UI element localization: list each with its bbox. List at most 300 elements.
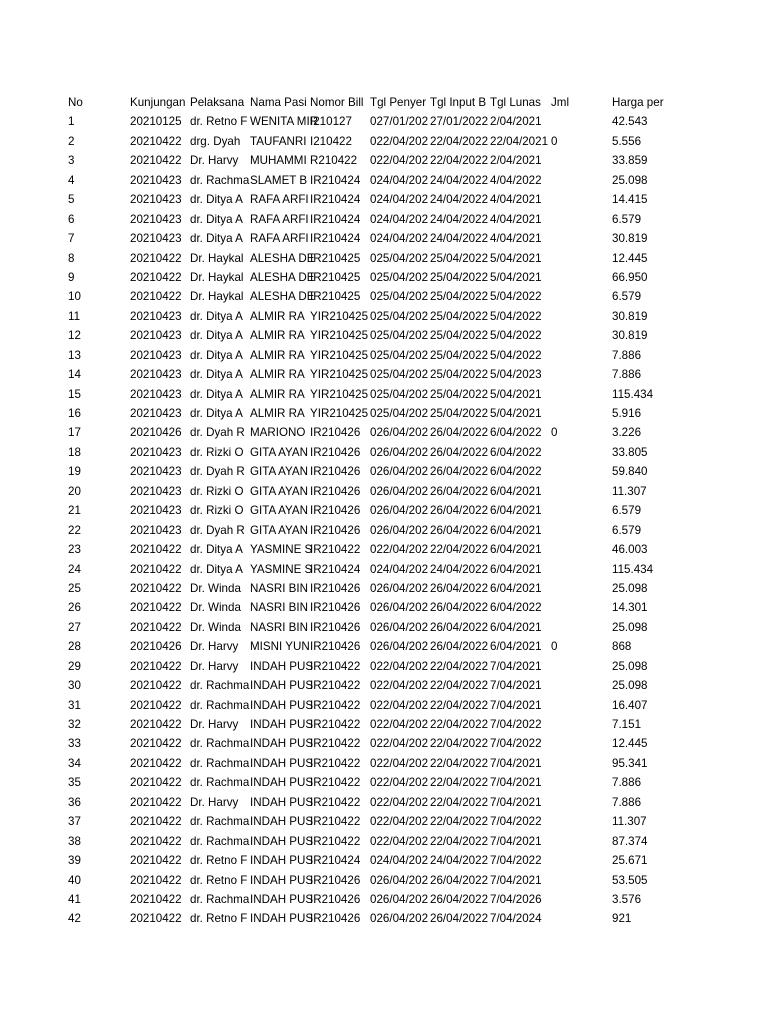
- cell-jml: 0: [551, 640, 558, 654]
- header-pelaksana: Pelaksana: [190, 96, 245, 109]
- cell-nama-pasien: RAFA ARFI: [250, 232, 309, 246]
- cell-kunjungan: 20210423: [130, 445, 182, 459]
- cell-kunjungan: 20210422: [130, 679, 182, 693]
- cell-tgl-lunas: 7/04/2022: [490, 737, 542, 751]
- cell-pelaksana: dr. Retno F: [190, 873, 248, 887]
- cell-tgl-lunas: 5/04/2022: [490, 309, 542, 323]
- cell-kunjungan: 20210422: [130, 134, 182, 148]
- table-row: [0, 190, 768, 209]
- cell-no: 21: [68, 504, 81, 518]
- cell-nomor-bill: IR210426: [310, 873, 361, 887]
- cell-kunjungan: 20210422: [130, 562, 182, 576]
- table-row: [0, 832, 768, 851]
- cell-no: 14: [68, 368, 81, 382]
- cell-nomor-bill: IR210422: [310, 795, 361, 809]
- cell-pelaksana: dr. Rachma: [190, 698, 250, 712]
- table-row: [0, 423, 768, 442]
- cell-tgl-lunas: 6/04/2021: [490, 543, 542, 557]
- cell-pelaksana: dr. Dyah R: [190, 465, 245, 479]
- cell-nomor-bill: IR210424: [310, 173, 361, 187]
- cell-harga-per: 868: [612, 640, 632, 654]
- cell-nomor-bill: IR210424: [310, 232, 361, 246]
- cell-harga-per: 5.916: [612, 407, 642, 420]
- cell-harga-per: 25.098: [612, 679, 648, 693]
- cell-tgl-lunas: 7/04/2021: [490, 873, 542, 887]
- cell-no: 8: [68, 251, 75, 265]
- cell-nama-pasien: INDAH PUS: [250, 756, 314, 770]
- cell-tgl-input: 22/04/2022: [430, 776, 489, 790]
- cell-kunjungan: 20210422: [130, 815, 182, 829]
- cell-tgl-lunas: 4/04/2022: [490, 173, 542, 187]
- cell-kunjungan: 20210125: [130, 115, 182, 129]
- cell-tgl-lunas: 5/04/2022: [490, 348, 542, 362]
- cell-kunjungan: 20210422: [130, 737, 182, 751]
- cell-nama-pasien: INDAH PUS: [250, 659, 314, 673]
- cell-harga-per: 3.576: [612, 892, 642, 906]
- cell-pelaksana: dr. Rachma: [190, 679, 250, 693]
- cell-harga-per: 46.003: [612, 543, 648, 557]
- cell-nomor-bill: IR210422: [310, 737, 361, 751]
- cell-pelaksana: dr. Retno F: [190, 912, 248, 926]
- cell-nama-pasien: INDAH PUS: [250, 795, 314, 809]
- cell-no: 29: [68, 659, 81, 673]
- cell-tgl-penyerahan: 025/04/202: [370, 290, 429, 304]
- cell-tgl-penyerahan: 025/04/202: [370, 251, 429, 265]
- cell-nomor-bill: IR210422: [310, 756, 361, 770]
- cell-no: 32: [68, 718, 81, 731]
- cell-tgl-penyerahan: 025/04/202: [370, 309, 429, 323]
- table-row: [0, 346, 768, 365]
- cell-harga-per: 25.098: [612, 620, 648, 634]
- cell-harga-per: 66.950: [612, 270, 648, 284]
- cell-nomor-bill: IR210422: [310, 543, 361, 557]
- cell-nama-pasien: ALMIR RA: [250, 368, 305, 382]
- cell-kunjungan: 20210422: [130, 912, 182, 926]
- table-row: [0, 229, 768, 248]
- cell-tgl-input: 26/04/2022: [430, 465, 489, 479]
- cell-pelaksana: dr. Ditya A: [190, 543, 243, 557]
- cell-tgl-lunas: 6/04/2021: [490, 504, 542, 518]
- cell-kunjungan: 20210422: [130, 290, 182, 304]
- cell-nama-pasien: ALESHA DE: [250, 290, 315, 304]
- table-row: [0, 210, 768, 229]
- cell-no: 12: [68, 329, 81, 343]
- cell-kunjungan: 20210422: [130, 892, 182, 906]
- table-row: [0, 307, 768, 326]
- header-tgl-input: Tgl Input B: [430, 96, 487, 109]
- cell-no: 5: [68, 193, 75, 207]
- cell-nomor-bill: IR210422: [310, 698, 361, 712]
- cell-kunjungan: 20210422: [130, 698, 182, 712]
- table-row: [0, 482, 768, 501]
- header-kunjungan: Kunjungan: [130, 96, 186, 109]
- cell-tgl-input: 25/04/2022: [430, 329, 489, 343]
- cell-nomor-bill: IR210422: [310, 815, 361, 829]
- table-row: [0, 132, 768, 151]
- cell-tgl-input: 22/04/2022: [430, 679, 489, 693]
- cell-harga-per: 25.098: [612, 581, 648, 595]
- table-row: [0, 773, 768, 792]
- cell-no: 1: [68, 115, 75, 129]
- cell-tgl-penyerahan: 022/04/202: [370, 698, 429, 712]
- table-row: [0, 637, 768, 656]
- cell-tgl-input: 22/04/2022: [430, 815, 489, 829]
- cell-tgl-input: 24/04/2022: [430, 854, 489, 868]
- cell-nomor-bill: YIR210425: [310, 309, 369, 323]
- cell-tgl-input: 25/04/2022: [430, 387, 489, 401]
- cell-kunjungan: 20210423: [130, 173, 182, 187]
- cell-tgl-penyerahan: 022/04/202: [370, 795, 429, 809]
- table-row: [0, 462, 768, 481]
- cell-harga-per: 6.579: [612, 523, 642, 537]
- cell-pelaksana: dr. Rachma: [190, 815, 250, 829]
- cell-tgl-lunas: 6/04/2021: [490, 640, 542, 654]
- cell-tgl-penyerahan: 024/04/202: [370, 854, 429, 868]
- cell-tgl-lunas: 7/04/2021: [490, 795, 542, 809]
- cell-tgl-penyerahan: 024/04/202: [370, 212, 429, 226]
- cell-no: 16: [68, 407, 81, 420]
- cell-nama-pasien: NASRI BIN: [250, 601, 308, 615]
- table-row: [0, 598, 768, 617]
- table-row: [0, 618, 768, 637]
- cell-nomor-bill: IR210426: [310, 426, 361, 440]
- cell-harga-per: 33.805: [612, 445, 648, 459]
- cell-harga-per: 7.886: [612, 368, 642, 382]
- cell-tgl-lunas: 2/04/2021: [490, 154, 542, 168]
- cell-nomor-bill: IR210426: [310, 620, 361, 634]
- cell-nama-pasien: MUHAMMI: [250, 154, 307, 168]
- cell-tgl-input: 24/04/2022: [430, 562, 489, 576]
- cell-tgl-lunas: 7/04/2021: [490, 698, 542, 712]
- cell-tgl-penyerahan: 022/04/202: [370, 154, 429, 168]
- cell-pelaksana: dr. Rizki O: [190, 484, 244, 498]
- cell-tgl-penyerahan: 022/04/202: [370, 737, 429, 751]
- cell-nama-pasien: GITA AYAN: [250, 523, 308, 537]
- table-row: [0, 676, 768, 695]
- cell-kunjungan: 20210423: [130, 232, 182, 246]
- header-tgl-penyerahan: Tgl Penyer: [370, 96, 427, 109]
- cell-nomor-bill: YIR210425: [310, 348, 369, 362]
- cell-nama-pasien: GITA AYAN: [250, 484, 308, 498]
- cell-nama-pasien: ALMIR RA: [250, 348, 305, 362]
- cell-harga-per: 42.543: [612, 115, 648, 129]
- cell-tgl-input: 22/04/2022: [430, 718, 489, 731]
- cell-tgl-input: 22/04/2022: [430, 737, 489, 751]
- cell-tgl-penyerahan: 026/04/202: [370, 523, 429, 537]
- cell-pelaksana: dr. Rachma: [190, 737, 250, 751]
- table-row: [0, 268, 768, 287]
- cell-nama-pasien: ALESHA DE: [250, 270, 315, 284]
- cell-harga-per: 14.301: [612, 601, 648, 615]
- cell-kunjungan: 20210423: [130, 387, 182, 401]
- cell-no: 42: [68, 912, 81, 926]
- cell-nomor-bill: IR210424: [310, 193, 361, 207]
- cell-no: 40: [68, 873, 81, 887]
- cell-pelaksana: dr. Ditya A: [190, 562, 243, 576]
- cell-tgl-input: 26/04/2022: [430, 484, 489, 498]
- table-row: [0, 404, 768, 423]
- cell-pelaksana: dr. Ditya A: [190, 387, 243, 401]
- cell-jml: 0: [551, 426, 558, 440]
- cell-kunjungan: 20210422: [130, 601, 182, 615]
- cell-tgl-input: 24/04/2022: [430, 193, 489, 207]
- cell-kunjungan: 20210423: [130, 368, 182, 382]
- cell-nama-pasien: INDAH PUS: [250, 776, 314, 790]
- table-row: [0, 734, 768, 753]
- cell-tgl-lunas: 6/04/2021: [490, 620, 542, 634]
- cell-kunjungan: 20210423: [130, 329, 182, 343]
- header-harga-per: Harga per: [612, 96, 664, 109]
- cell-kunjungan: 20210422: [130, 543, 182, 557]
- cell-no: 10: [68, 290, 81, 304]
- cell-tgl-lunas: 6/04/2021: [490, 562, 542, 576]
- header-tgl-lunas: Tgl Lunas: [490, 96, 541, 109]
- cell-pelaksana: Dr. Winda: [190, 601, 241, 615]
- cell-kunjungan: 20210422: [130, 270, 182, 284]
- cell-harga-per: 11.307: [612, 484, 647, 498]
- cell-nama-pasien: RAFA ARFI: [250, 193, 309, 207]
- cell-pelaksana: Dr. Harvy: [190, 154, 239, 168]
- cell-tgl-lunas: 5/04/2021: [490, 407, 542, 420]
- cell-nama-pasien: INDAH PUS: [250, 718, 314, 731]
- cell-tgl-penyerahan: 026/04/202: [370, 620, 429, 634]
- table-row: [0, 249, 768, 268]
- cell-tgl-input: 27/01/2022: [430, 115, 489, 129]
- cell-jml: 0: [551, 134, 558, 148]
- cell-tgl-penyerahan: 025/04/202: [370, 387, 429, 401]
- cell-nomor-bill: IR210426: [310, 445, 361, 459]
- cell-kunjungan: 20210422: [130, 251, 182, 265]
- cell-tgl-input: 26/04/2022: [430, 892, 489, 906]
- cell-pelaksana: dr. Retno F: [190, 854, 248, 868]
- cell-tgl-input: 25/04/2022: [430, 309, 489, 323]
- cell-nomor-bill: IR210424: [310, 854, 361, 868]
- cell-nomor-bill: YIR210425: [310, 368, 369, 382]
- cell-nomor-bill: IR210426: [310, 640, 361, 654]
- cell-kunjungan: 20210423: [130, 407, 182, 420]
- cell-tgl-penyerahan: 022/04/202: [370, 718, 429, 731]
- cell-nomor-bill: YIR210425: [310, 387, 369, 401]
- cell-pelaksana: Dr. Harvy: [190, 640, 239, 654]
- cell-tgl-penyerahan: 025/04/202: [370, 368, 429, 382]
- cell-nomor-bill: IR210426: [310, 504, 361, 518]
- cell-nama-pasien: RAFA ARFI: [250, 212, 309, 226]
- cell-tgl-input: 22/04/2022: [430, 659, 489, 673]
- cell-harga-per: 3.226: [612, 426, 642, 440]
- cell-pelaksana: dr. Rachma: [190, 892, 250, 906]
- cell-tgl-penyerahan: 025/04/202: [370, 407, 429, 420]
- cell-tgl-lunas: 4/04/2021: [490, 232, 542, 246]
- table-row: [0, 365, 768, 384]
- cell-tgl-penyerahan: 022/04/202: [370, 756, 429, 770]
- cell-harga-per: 53.505: [612, 873, 648, 887]
- cell-nama-pasien: TAUFANRI: [250, 134, 307, 148]
- cell-tgl-input: 22/04/2022: [430, 756, 489, 770]
- cell-nomor-bill: IR210422: [310, 718, 361, 731]
- cell-tgl-penyerahan: 025/04/202: [370, 270, 429, 284]
- cell-nama-pasien: ALMIR RA: [250, 329, 305, 343]
- cell-tgl-lunas: 5/04/2022: [490, 290, 542, 304]
- cell-kunjungan: 20210423: [130, 193, 182, 207]
- cell-nomor-bill: I210127: [310, 115, 352, 129]
- table-row: [0, 909, 768, 928]
- cell-tgl-penyerahan: 024/04/202: [370, 562, 429, 576]
- cell-no: 3: [68, 154, 75, 168]
- cell-no: 20: [68, 484, 81, 498]
- cell-no: 36: [68, 795, 81, 809]
- cell-nomor-bill: IR210426: [310, 523, 361, 537]
- cell-nomor-bill: IR210422: [310, 834, 361, 848]
- table-row: [0, 151, 768, 170]
- cell-harga-per: 25.098: [612, 173, 648, 187]
- cell-nomor-bill: IR210426: [310, 892, 361, 906]
- cell-kunjungan: 20210426: [130, 426, 182, 440]
- cell-harga-per: 7.886: [612, 348, 642, 362]
- cell-tgl-input: 24/04/2022: [430, 232, 489, 246]
- cell-no: 28: [68, 640, 81, 654]
- cell-pelaksana: dr. Rachma: [190, 834, 250, 848]
- cell-nomor-bill: I210422: [310, 134, 352, 148]
- cell-nama-pasien: ALMIR RA: [250, 407, 305, 420]
- cell-tgl-input: 26/04/2022: [430, 426, 489, 440]
- cell-no: 2: [68, 134, 75, 148]
- cell-tgl-input: 22/04/2022: [430, 698, 489, 712]
- cell-kunjungan: 20210422: [130, 873, 182, 887]
- cell-no: 23: [68, 543, 81, 557]
- cell-nomor-bill: YIR210425: [310, 407, 369, 420]
- cell-pelaksana: Dr. Haykal: [190, 270, 244, 284]
- cell-kunjungan: 20210423: [130, 504, 182, 518]
- cell-tgl-input: 26/04/2022: [430, 601, 489, 615]
- cell-no: 13: [68, 348, 81, 362]
- cell-pelaksana: Dr. Haykal: [190, 290, 244, 304]
- cell-nama-pasien: NASRI BIN: [250, 620, 308, 634]
- cell-tgl-penyerahan: 022/04/202: [370, 815, 429, 829]
- table-row: [0, 385, 768, 404]
- cell-tgl-input: 26/04/2022: [430, 523, 489, 537]
- cell-harga-per: 30.819: [612, 329, 648, 343]
- cell-harga-per: 12.445: [612, 737, 648, 751]
- cell-nama-pasien: GITA AYAN: [250, 465, 308, 479]
- cell-nama-pasien: YASMINE S: [250, 562, 313, 576]
- cell-kunjungan: 20210422: [130, 834, 182, 848]
- cell-pelaksana: dr. Ditya A: [190, 309, 243, 323]
- cell-tgl-input: 22/04/2022: [430, 543, 489, 557]
- cell-no: 18: [68, 445, 81, 459]
- cell-no: 11: [68, 309, 81, 323]
- cell-no: 34: [68, 756, 81, 770]
- cell-tgl-penyerahan: 027/01/202: [370, 115, 429, 129]
- cell-no: 17: [68, 426, 81, 440]
- cell-pelaksana: dr. Dyah R: [190, 523, 245, 537]
- cell-kunjungan: 20210423: [130, 465, 182, 479]
- cell-pelaksana: dr. Rachma: [190, 173, 250, 187]
- cell-tgl-lunas: 5/04/2021: [490, 270, 542, 284]
- cell-harga-per: 7.886: [612, 776, 642, 790]
- cell-harga-per: 921: [612, 912, 632, 926]
- header-jml: Jml: [551, 96, 570, 109]
- cell-kunjungan: 20210423: [130, 309, 182, 323]
- cell-tgl-input: 25/04/2022: [430, 251, 489, 265]
- cell-pelaksana: dr. Ditya A: [190, 407, 243, 420]
- cell-nomor-bill: IR210425: [310, 270, 361, 284]
- cell-harga-per: 14.415: [612, 193, 648, 207]
- cell-pelaksana: drg. Dyah: [190, 134, 241, 148]
- cell-nama-pasien: INDAH PUS: [250, 892, 314, 906]
- cell-tgl-lunas: 7/04/2022: [490, 854, 542, 868]
- cell-tgl-penyerahan: 024/04/202: [370, 232, 429, 246]
- cell-no: 38: [68, 834, 81, 848]
- cell-tgl-penyerahan: 026/04/202: [370, 640, 429, 654]
- cell-harga-per: 87.374: [612, 834, 648, 848]
- cell-tgl-input: 25/04/2022: [430, 368, 489, 382]
- cell-kunjungan: 20210422: [130, 756, 182, 770]
- cell-tgl-input: 26/04/2022: [430, 445, 489, 459]
- cell-nama-pasien: NASRI BIN: [250, 581, 308, 595]
- cell-nomor-bill: IR210426: [310, 912, 361, 926]
- header-nama-pasien: Nama Pasi: [250, 96, 307, 109]
- cell-tgl-penyerahan: 026/04/202: [370, 581, 429, 595]
- cell-pelaksana: Dr. Harvy: [190, 659, 239, 673]
- cell-pelaksana: dr. Rachma: [190, 776, 250, 790]
- cell-harga-per: 6.579: [612, 212, 642, 226]
- table-row: [0, 540, 768, 559]
- cell-nomor-bill: IR210426: [310, 484, 361, 498]
- cell-tgl-input: 22/04/2022: [430, 834, 489, 848]
- cell-nama-pasien: INDAH PUS: [250, 698, 314, 712]
- table-row: [0, 112, 768, 131]
- cell-harga-per: 115.434: [612, 562, 654, 576]
- cell-nomor-bill: IR210425: [310, 251, 361, 265]
- cell-tgl-lunas: 6/04/2021: [490, 581, 542, 595]
- cell-tgl-input: 25/04/2022: [430, 348, 489, 362]
- cell-tgl-penyerahan: 025/04/202: [370, 329, 429, 343]
- spreadsheet: [0, 93, 768, 929]
- table-row: [0, 871, 768, 890]
- cell-tgl-penyerahan: 026/04/202: [370, 873, 429, 887]
- cell-tgl-lunas: 7/04/2021: [490, 834, 542, 848]
- cell-nama-pasien: ALMIR RA: [250, 309, 305, 323]
- cell-tgl-input: 26/04/2022: [430, 504, 489, 518]
- cell-kunjungan: 20210422: [130, 776, 182, 790]
- table-row: [0, 521, 768, 540]
- cell-kunjungan: 20210422: [130, 854, 182, 868]
- cell-tgl-input: 25/04/2022: [430, 407, 489, 420]
- header-no: No: [68, 96, 83, 109]
- cell-no: 37: [68, 815, 81, 829]
- cell-harga-per: 59.840: [612, 465, 648, 479]
- cell-pelaksana: Dr. Haykal: [190, 251, 244, 265]
- cell-no: 26: [68, 601, 81, 615]
- cell-tgl-lunas: 4/04/2021: [490, 212, 542, 226]
- cell-tgl-input: 26/04/2022: [430, 873, 489, 887]
- cell-harga-per: 16.407: [612, 698, 648, 712]
- cell-tgl-lunas: 7/04/2021: [490, 776, 542, 790]
- cell-tgl-input: 22/04/2022: [430, 134, 489, 148]
- cell-tgl-lunas: 6/04/2022: [490, 426, 542, 440]
- cell-nama-pasien: MISNI YUN: [250, 640, 310, 654]
- cell-tgl-lunas: 5/04/2021: [490, 251, 542, 265]
- cell-nomor-bill: IR210422: [310, 679, 361, 693]
- table-row: [0, 501, 768, 520]
- cell-no: 41: [68, 892, 81, 906]
- cell-tgl-lunas: 2/04/2021: [490, 115, 542, 129]
- cell-tgl-penyerahan: 026/04/202: [370, 912, 429, 926]
- cell-tgl-penyerahan: 026/04/202: [370, 426, 429, 440]
- cell-kunjungan: 20210422: [130, 659, 182, 673]
- cell-kunjungan: 20210422: [130, 718, 182, 731]
- cell-tgl-input: 26/04/2022: [430, 912, 489, 926]
